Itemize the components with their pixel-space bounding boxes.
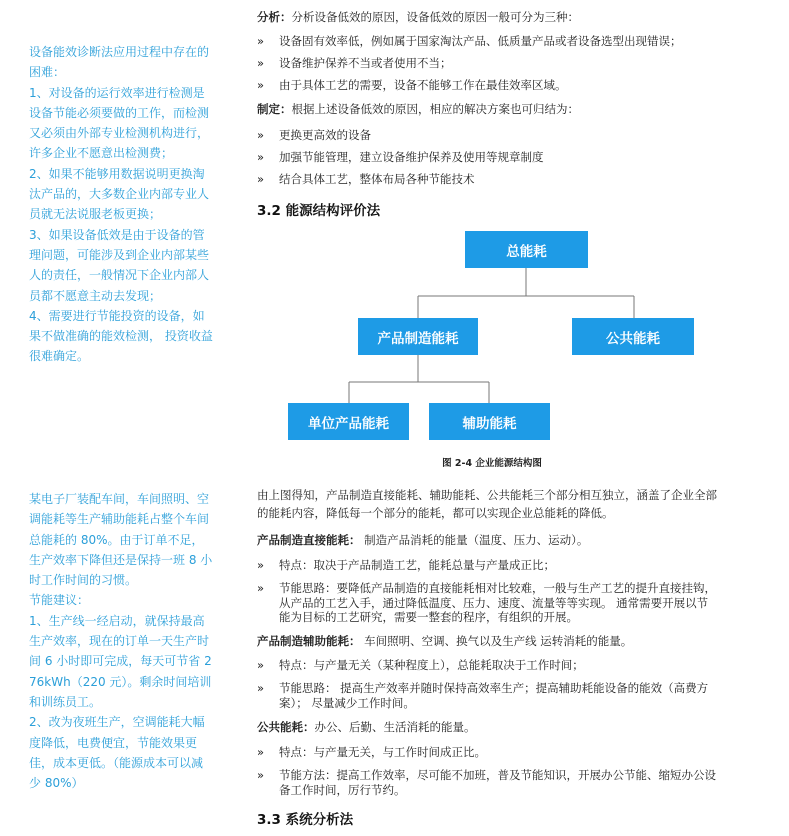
direct-paragraph: [257, 533, 727, 548]
diagram-node-production: 产品制造能耗: [358, 318, 478, 355]
bullet-marker: »: [257, 681, 265, 695]
public-text: 办公、后勤、生活消耗的能量。: [314, 720, 476, 734]
list-item-text: 节能思路：要降低产品制造的直接能耗相对比较难，一般与生产工艺的提升直接挂钩，从产品的工艺入手，通过降低温度、压力、速度、流量等等实现。 通常需要开展以节能为目标的工艺研究，需要一整套的程序，有组织的开展。: [279, 581, 716, 624]
direct-label: 产品制造直接能耗：: [257, 533, 361, 547]
bullet-marker: »: [257, 581, 265, 595]
section-heading-3-3: 3.3 系统分析法: [257, 812, 354, 828]
note-line: 1、对设备的运行效率进行检测是设备节能必须要做的工作，而检测又必须由外部专业检测机构进行，许多企业不愿意出检测费；: [29, 85, 210, 161]
list-item-text: 节能方法：提高工作效率，尽可能不加班，普及节能知识，开展办公节能、缩短办公设备工作时间，厉行节约。: [279, 768, 716, 797]
note-line: 3、如果设备低效是由于设备的管理问题，可能涉及到企业内部某些人的责任，一般情况下企业内部人员都不愿意主动去发现；: [29, 227, 210, 303]
list-item-text: 加强节能管理，建立设备维护保养及使用等规章制度: [279, 150, 544, 164]
diagram-node-unit: 单位产品能耗: [288, 403, 409, 440]
note-line: 2、如果不能够用数据说明更换淘汰产品的，大多数企业内部专业人员就无法说服老板更换；: [29, 166, 210, 222]
list-item-text: 结合具体工艺，整体布局各种节能技术: [279, 172, 475, 186]
aux-paragraph: [257, 634, 727, 649]
note-line: 设备能效诊断法应用过程中存在的困难：: [29, 45, 210, 80]
aux-text: 车间照明、空调、换气以及生产线 运转消耗的能量。: [360, 634, 633, 648]
note-line: 1、生产线一经启动，就保持最高生产效率，现在的订单一天生产时间 6 小时即可完成，每天可节省 276kWh（220 元）。剩余时间培训和训练员工。: [29, 613, 212, 709]
note-line: 某电子厂装配车间，车间照明、空调能耗等生产辅助能耗占整个车间总能耗的 80%。由于订单不足，生产效率下降但还是保持一班 8 小时工作时间的习惯。: [29, 492, 213, 588]
public-label: 公共能耗：: [257, 720, 315, 734]
note-line: 4、需要进行节能投资的设备，如果不做准确的能效检测， 投资收益很难确定。: [29, 308, 213, 364]
formulate-text: 根据上述设备低效的原因，相应的解决方案也可归结为：: [291, 102, 579, 116]
list-item-text: 特点：与产量无关，与工作时间成正比。: [279, 745, 486, 759]
note-line: 节能建议：: [29, 593, 90, 608]
bullet-marker: »: [257, 150, 265, 164]
intro-paragraph: 由上图得知，产品制造直接能耗、辅助能耗、公共能耗三个部分相互独立，涵盖了企业全部的能耗内容，降低每一个部分的能耗，都可以实现企业总能耗的降低。: [257, 488, 717, 520]
public-paragraph: [257, 720, 727, 735]
list-item-text: 特点：取决于产品制造工艺，能耗总量与产量成正比；: [279, 558, 555, 572]
note-line: 2、改为夜班生产，空调能耗大幅度降低，电费便宜，节能效果更佳，成本更低。（能源成本可以减少 80%）: [29, 715, 205, 791]
direct-text: 制造产品消耗的能量（温度、压力、运动）。: [360, 533, 589, 547]
list-item-text: 设备维护保养不当或者使用不当；: [279, 56, 452, 70]
bullet-marker: »: [257, 172, 265, 186]
list-item-text: 特点：与产量无关（某种程度上），总能耗取决于工作时间；: [279, 658, 584, 672]
figure-caption: 图 2-4 企业能源结构图: [442, 458, 542, 469]
section-heading-3-2: 3.2 能源结构评价法: [257, 203, 381, 219]
list-item-text: 由于具体工艺的需要，设备不能够工作在最佳效率区域。: [279, 78, 567, 92]
list-item-text: 更换更高效的设备: [279, 128, 371, 142]
formulate-label: 制定：: [257, 102, 292, 116]
bullet-marker: »: [257, 558, 265, 572]
bullet-marker: »: [257, 658, 265, 672]
bullet-marker: »: [257, 745, 265, 759]
list-item-text: 节能思路： 提高生产效率并随时保持高效率生产；提高辅助耗能设备的能效（高费方案）； 尽量减少工作时间。: [279, 681, 709, 710]
diagram-node-public: 公共能耗: [572, 318, 694, 355]
bullet-marker: »: [257, 34, 265, 48]
analysis-label: 分析：: [257, 10, 292, 24]
bullet-marker: »: [257, 128, 265, 142]
bullet-marker: »: [257, 768, 265, 782]
diagram-node-total: 总能耗: [465, 231, 588, 268]
analysis-text: 分析设备低效的原因，设备低效的原因一般可分为三种：: [291, 10, 579, 24]
bullet-marker: »: [257, 56, 265, 70]
list-item-text: 设备固有效率低，例如属于国家淘汰产品、低质量产品或者设备选型出现错误；: [279, 34, 682, 48]
bullet-marker: »: [257, 78, 265, 92]
diagram-node-auxiliary: 辅助能耗: [429, 403, 550, 440]
aux-label: 产品制造辅助能耗：: [257, 634, 361, 648]
